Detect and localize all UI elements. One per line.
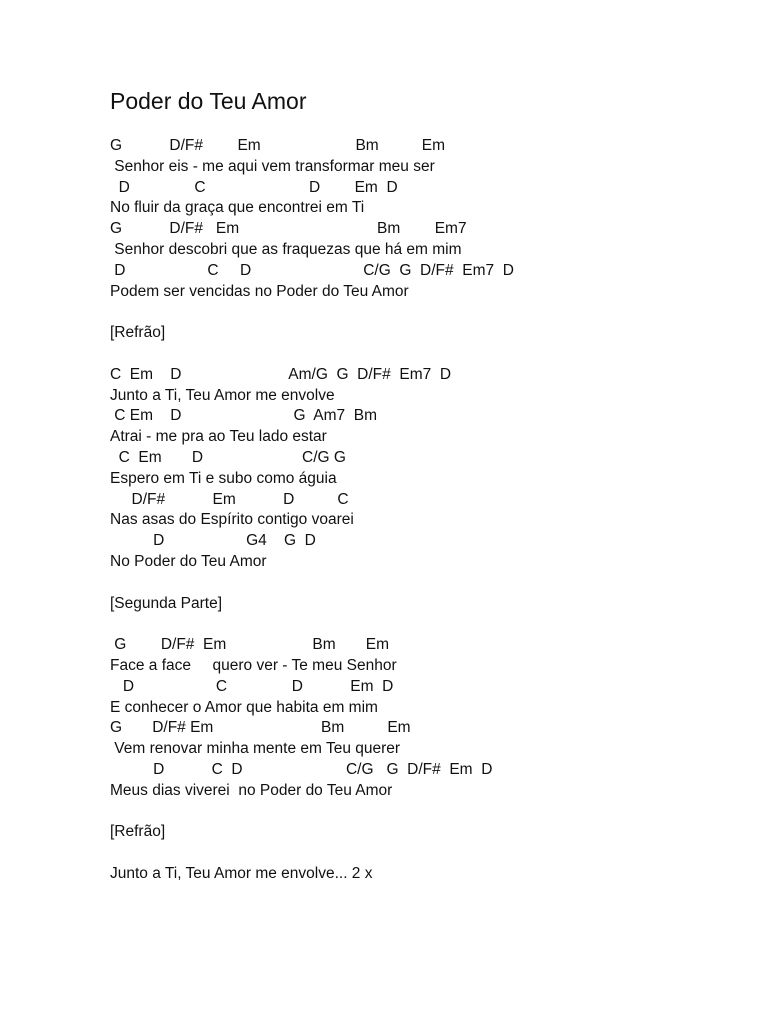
lyrics-body bbox=[110, 136, 730, 885]
lyric-line: Podem ser vencidas no Poder do Teu Amor bbox=[110, 282, 409, 300]
chord-line: D C D C/G G D/F# Em D bbox=[110, 760, 493, 778]
chord-line: C Em D Am/G G D/F# Em7 D bbox=[110, 365, 452, 383]
chord-line: D G4 G D bbox=[110, 532, 316, 550]
lyric-line: Senhor eis - me aqui vem transformar meu ser bbox=[110, 157, 435, 175]
lyric-line: E conhecer o Amor que habita em mim bbox=[110, 698, 378, 716]
lyric-line: Senhor descobri que as fraquezas que há em mim bbox=[110, 240, 462, 258]
chord-line: C Em D C/G G bbox=[110, 448, 346, 466]
chord-line: G D/F# Em Bm Em bbox=[110, 137, 446, 154]
lyric-line: Junto a Ti, Teu Amor me envolve bbox=[110, 386, 335, 404]
section-label: [Refrão] bbox=[110, 324, 166, 342]
section-label: [Refrão] bbox=[110, 823, 166, 841]
lyric-line: Vem renovar minha mente em Teu querer bbox=[110, 740, 401, 758]
blank-line bbox=[110, 573, 730, 594]
blank-line bbox=[110, 344, 730, 365]
lyric-line: Atrai - me pra ao Teu lado estar bbox=[110, 428, 327, 446]
lyric-line: Meus dias viverei no Poder do Teu Amor bbox=[110, 781, 393, 799]
blank-line bbox=[110, 302, 730, 323]
chord-line: G D/F# Em Bm Em7 bbox=[110, 220, 467, 238]
chord-line: D C D Em D bbox=[110, 178, 398, 196]
section-label: [Segunda Parte] bbox=[110, 594, 223, 612]
lyric-line: No Poder do Teu Amor bbox=[110, 552, 267, 570]
lyric-line: No fluir da graça que encontrei em Ti bbox=[110, 199, 365, 217]
chord-line: D C D Em D bbox=[110, 677, 394, 695]
blank-line bbox=[110, 614, 730, 635]
chord-line: G D/F# Em Bm Em bbox=[110, 719, 411, 737]
document-page bbox=[110, 86, 730, 885]
chord-line: G D/F# Em Bm Em bbox=[110, 636, 390, 654]
chord-line: D C D C/G G D/F# Em7 D bbox=[110, 261, 514, 279]
lyric-line: Nas asas do Espírito contigo voarei bbox=[110, 511, 354, 529]
page-title: Poder do Teu Amor bbox=[110, 88, 307, 114]
lyric-line: Face a face quero ver - Te meu Senhor bbox=[110, 656, 397, 674]
lyric-line: Junto a Ti, Teu Amor me envolve... 2 x bbox=[110, 864, 373, 882]
blank-line bbox=[110, 843, 730, 864]
chord-line: C Em D G Am7 Bm bbox=[110, 407, 377, 425]
chord-line: D/F# Em D C bbox=[110, 490, 349, 508]
lyric-line: Espero em Ti e subo como águia bbox=[110, 469, 337, 487]
blank-line bbox=[110, 802, 730, 823]
